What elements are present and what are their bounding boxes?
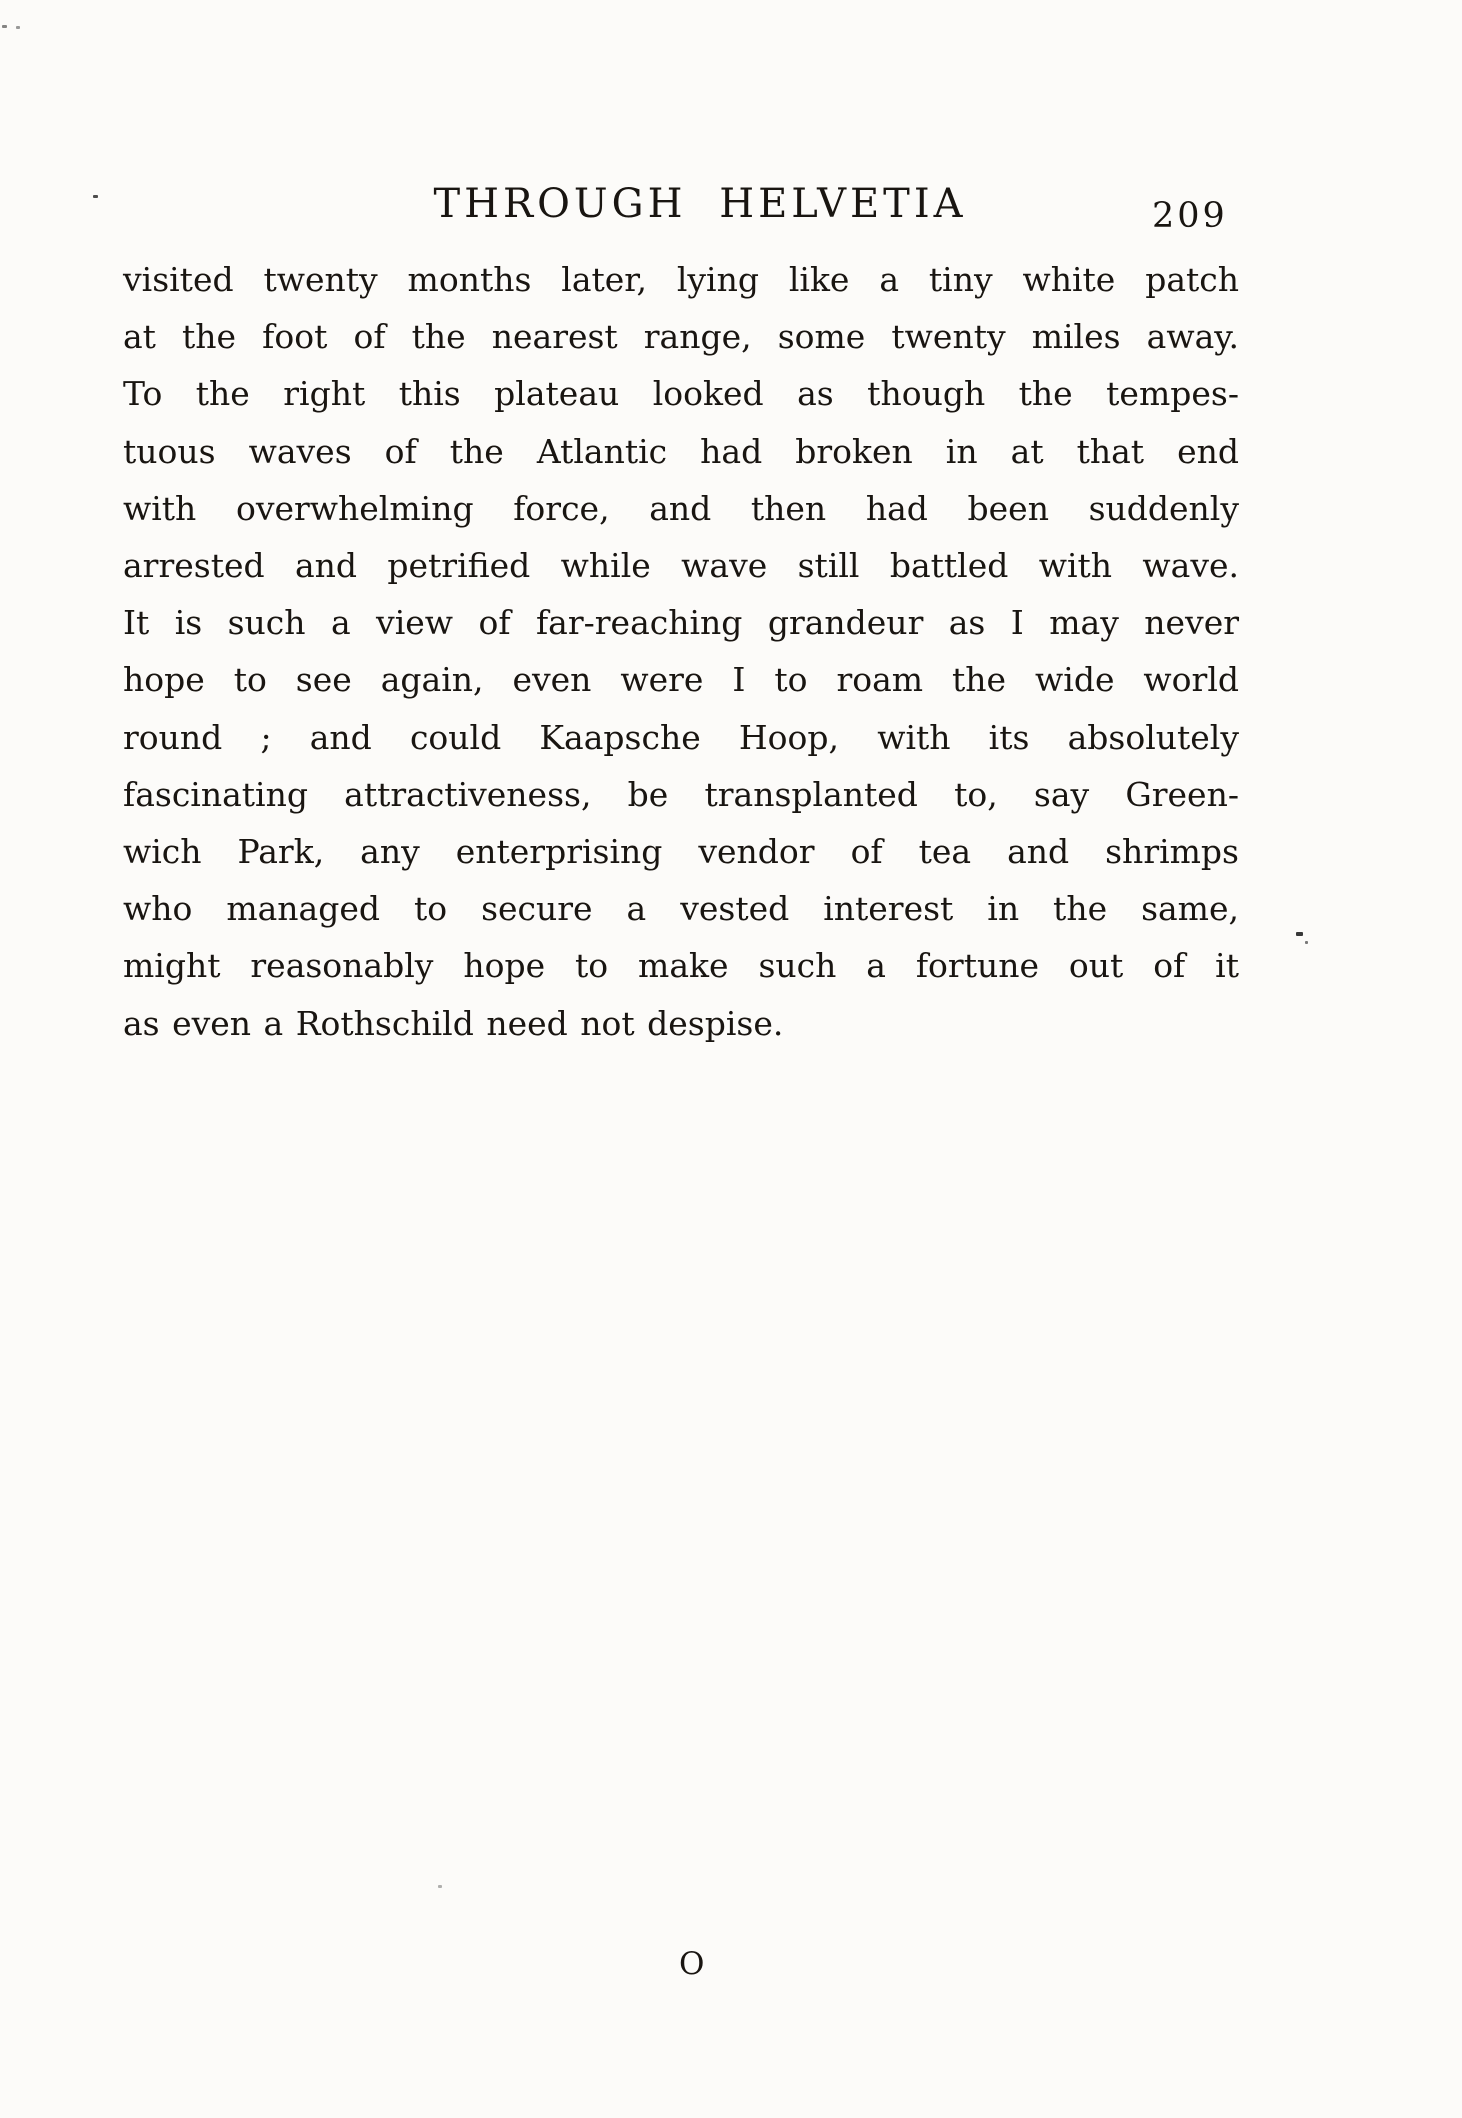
scan-speckle [16,26,20,29]
scan-speckle [438,1885,442,1888]
text-line: round ; and could Kaapsche Hoop, with its absolutely [123,717,1239,757]
running-title: THROUGH HELVETIA [433,181,967,227]
signature-mark: O [679,1946,705,1982]
text-line: at the foot of the nearest range, some twenty miles away. [123,317,1239,357]
text-line: arrested and petrified while wave still battled with wave. [123,546,1239,586]
text-line: fascinating attractiveness, be transplanted to, say Green- [123,774,1239,814]
scan-speckle [93,195,98,198]
paragraph [123,251,1239,1052]
text-line: wich Park, any enterprising vendor of tea and shrimps [123,832,1239,872]
page-number: 209 [1152,196,1228,236]
scan-speckle [2,25,7,28]
scan-speckle [1296,932,1303,936]
text-line: visited twenty months later, lying like a tiny white patch [123,260,1239,299]
scan-speckle [1305,941,1308,944]
text-line: To the right this plateau looked as though the tempes- [123,374,1239,414]
text-line: who managed to secure a vested interest in the same, [123,889,1239,929]
text-line: with overwhelming force, and then had been suddenly [123,488,1239,528]
text-line: tuous waves of the Atlantic had broken in at that end [123,431,1239,471]
text-line: It is such a view of far-reaching grandeur as I may never [123,603,1239,643]
text-line: might reasonably hope to make such a fortune out of it [123,946,1239,986]
text-line: as even a Rothschild need not despise. [123,1003,784,1043]
text-line: hope to see again, even were I to roam the wide world [123,660,1239,700]
